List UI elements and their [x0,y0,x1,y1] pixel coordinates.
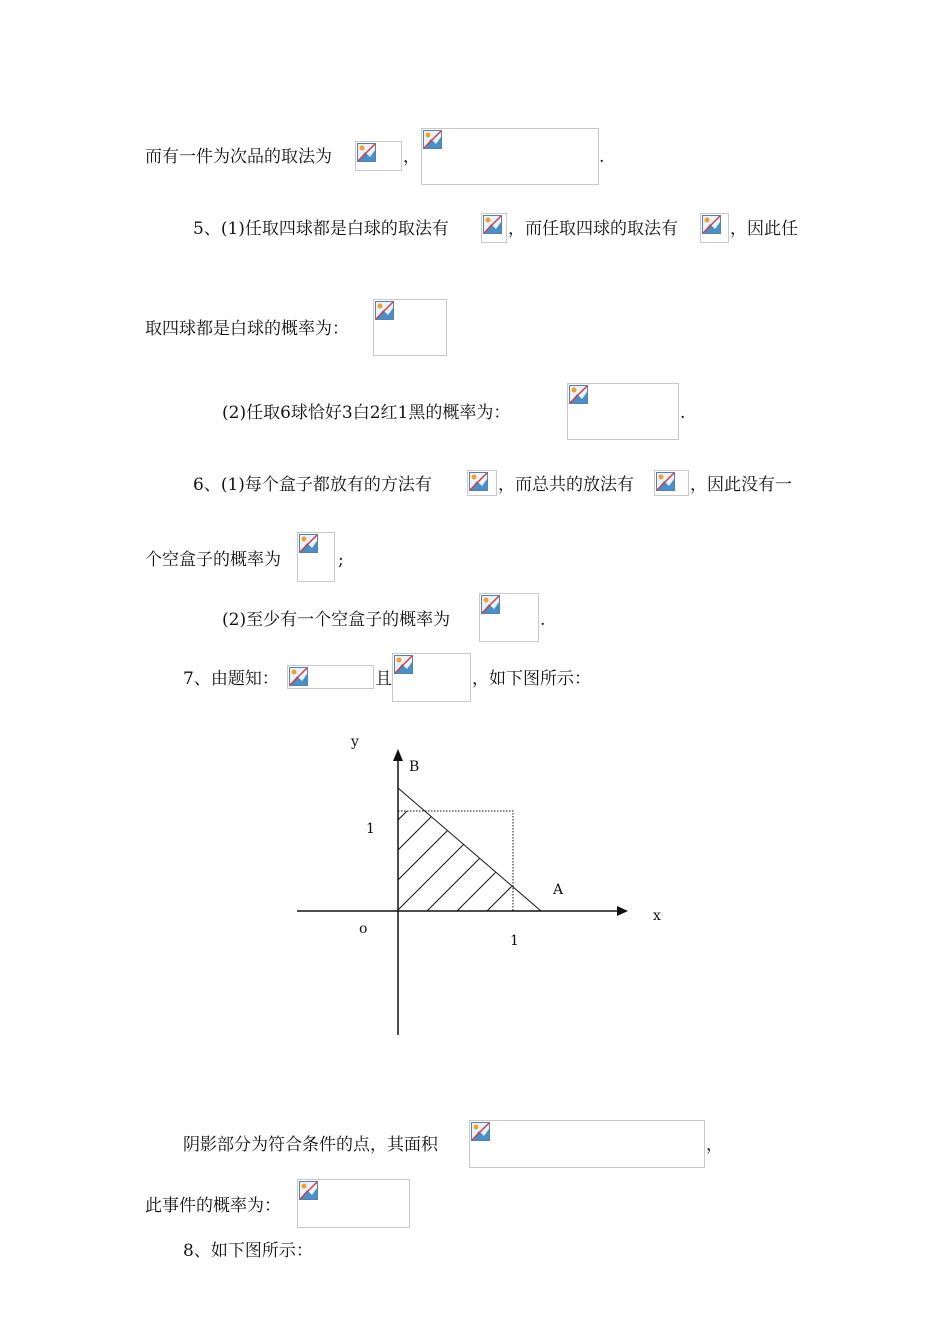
text-line: 7、由题知： [183,669,279,689]
formula-image-placeholder [469,1120,705,1168]
line-ab [398,788,541,911]
label-a: A [553,882,564,898]
text-line: ，而总共的放法有 [498,475,634,495]
period: . [680,403,686,423]
label-origin: o [359,921,368,937]
period: . [540,610,546,630]
semicolon: ; [338,550,344,570]
comma: ， [403,147,420,167]
broken-image-icon [299,1181,318,1200]
text-line: 阴影部分为符合条件的点，其面积 [183,1135,438,1155]
x-axis-arrow [617,906,628,916]
label-y: y [351,734,359,750]
text-line: 个空盒子的概率为 [145,550,281,570]
period: . [599,147,605,167]
label-one-x: 1 [510,933,519,949]
hatch-shading [398,798,630,918]
text-line: 6、(1)每个盒子都放有的方法有 [193,475,432,495]
text-line: 8、如下图所示： [183,1241,313,1261]
text-line: ，如下图所示： [472,669,591,689]
text-line: (2)任取6球恰好3白2红1黑的概率为： [222,403,511,423]
text-line: 5、(1)任取四球都是白球的取法有 [193,219,449,239]
comma: ， [706,1135,723,1155]
text-line: (2)至少有一个空盒子的概率为 [222,610,451,630]
text-line: 取四球都是白球的概率为： [145,319,349,339]
formula-image-placeholder [297,1179,410,1228]
text-line: 此事件的概率为： [145,1196,281,1216]
broken-image-icon [471,1122,490,1141]
label-x: x [653,908,661,924]
text-line: 而有一件为次品的取法为 [145,147,332,167]
text-line: ，而任取四球的取法有 [508,219,678,239]
unit-square [398,811,513,911]
text-line: ，因此任 [730,219,798,239]
label-b: B [409,759,420,775]
text-line: ，因此没有一 [690,475,792,495]
y-axis-arrow [393,749,403,761]
label-one-y: 1 [366,821,375,837]
text-line: 且 [375,669,392,689]
